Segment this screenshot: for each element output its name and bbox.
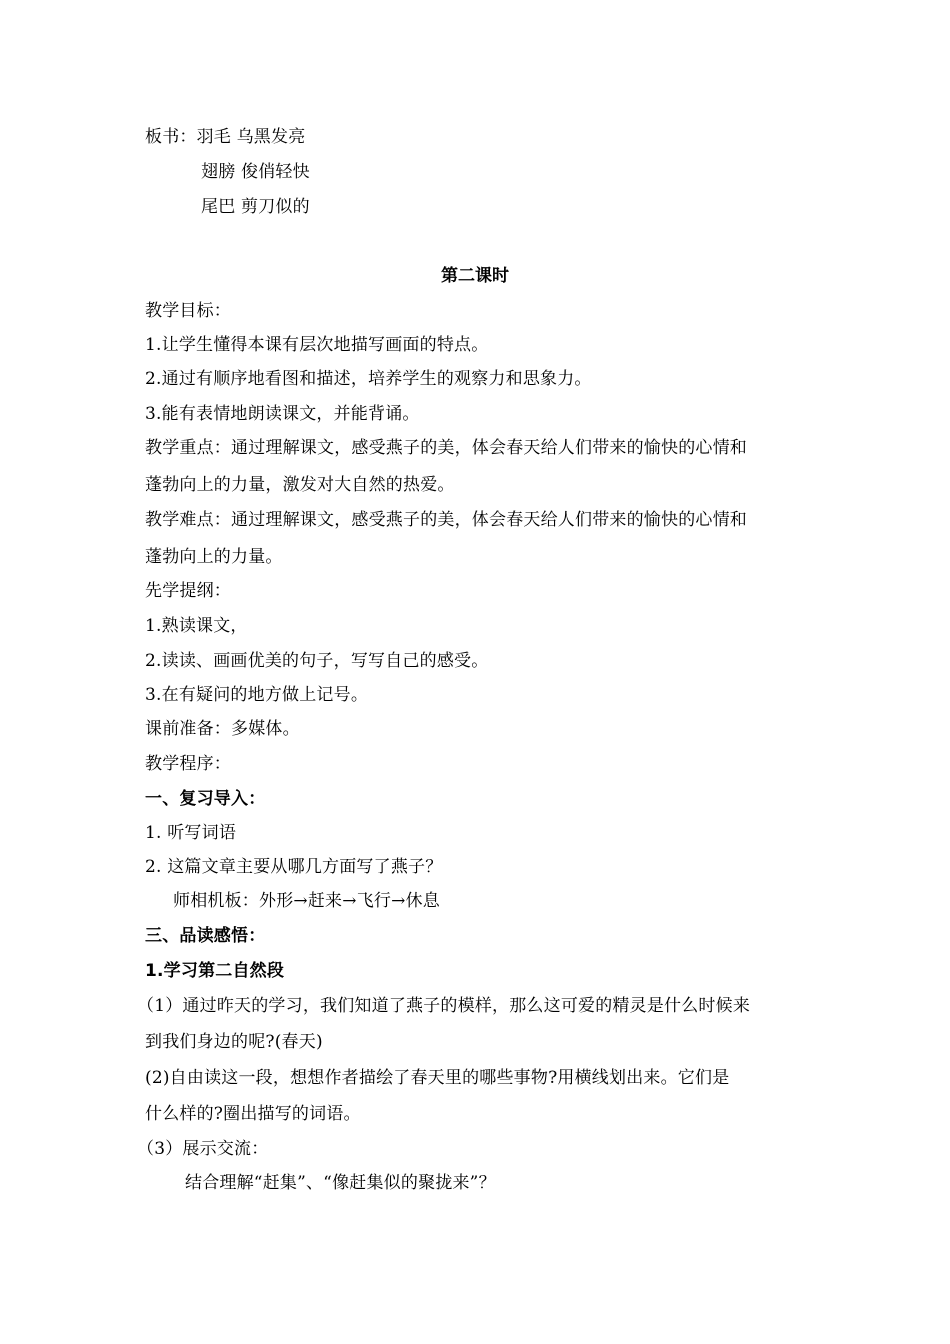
board-line-2: 翅膀 俊俏轻快 [201, 162, 310, 182]
section3-p1-line-1: （1）通过昨天的学习，我们知道了燕子的模样，那么这可爱的精灵是什么时候来 [137, 996, 751, 1016]
key-point-line-2: 蓬勃向上的力量，激发对大自然的热爱。 [145, 475, 455, 495]
section3-sub-heading: 1.学习第二自然段 [145, 961, 285, 981]
section1-board-note: 师相机板：外形→赶来→飞行→休息 [173, 891, 440, 911]
lesson-title: 第二课时 [441, 266, 509, 286]
key-point-line-1: 教学重点：通过理解课文，感受燕子的美，体会春天给人们带来的愉快的心情和 [145, 438, 747, 458]
goals-heading: 教学目标： [145, 301, 231, 321]
goal-item-1: 1.让学生懂得本课有层次地描写画面的特点。 [145, 335, 489, 355]
section1-heading: 一、复习导入： [145, 789, 266, 809]
section3-p1-line-2: 到我们身边的呢?(春天) [145, 1032, 323, 1052]
difficulty-line-1: 教学难点：通过理解课文，感受燕子的美，体会春天给人们带来的愉快的心情和 [145, 510, 747, 530]
pre-study-item-3: 3.在有疑问的地方做上记号。 [145, 685, 369, 705]
section3-p3-detail: 结合理解“赶集”、“像赶集似的聚拢来”？ [185, 1173, 496, 1193]
section3-p2-line-2: 什么样的?圈出描写的词语。 [145, 1104, 361, 1124]
preparation: 课前准备：多媒体。 [145, 719, 300, 739]
goal-item-3: 3.能有表情地朗读课文，并能背诵。 [145, 404, 420, 424]
section1-item-2: 2. 这篇文章主要从哪几方面写了燕子？ [145, 857, 443, 877]
board-line-3: 尾巴 剪刀似的 [201, 197, 310, 217]
board-line-1: 板书：羽毛 乌黑发亮 [145, 127, 306, 147]
pre-study-item-1: 1.熟读课文， [145, 616, 248, 636]
pre-study-item-2: 2.读读、画画优美的句子，写写自己的感受。 [145, 651, 489, 671]
section1-item-1: 1. 听写词语 [145, 823, 237, 843]
goal-item-2: 2.通过有顺序地看图和描述，培养学生的观察力和思象力。 [145, 369, 592, 389]
section3-p2-line-1: (2)自由读这一段，想想作者描绘了春天里的哪些事物?用横线划出来。它们是 [145, 1068, 730, 1088]
pre-study-heading: 先学提纲： [145, 581, 231, 601]
difficulty-line-2: 蓬勃向上的力量。 [145, 547, 283, 567]
procedure-heading: 教学程序： [145, 754, 231, 774]
section3-heading: 三、品读感悟： [145, 926, 266, 946]
section3-p3: （3）展示交流： [137, 1139, 269, 1159]
